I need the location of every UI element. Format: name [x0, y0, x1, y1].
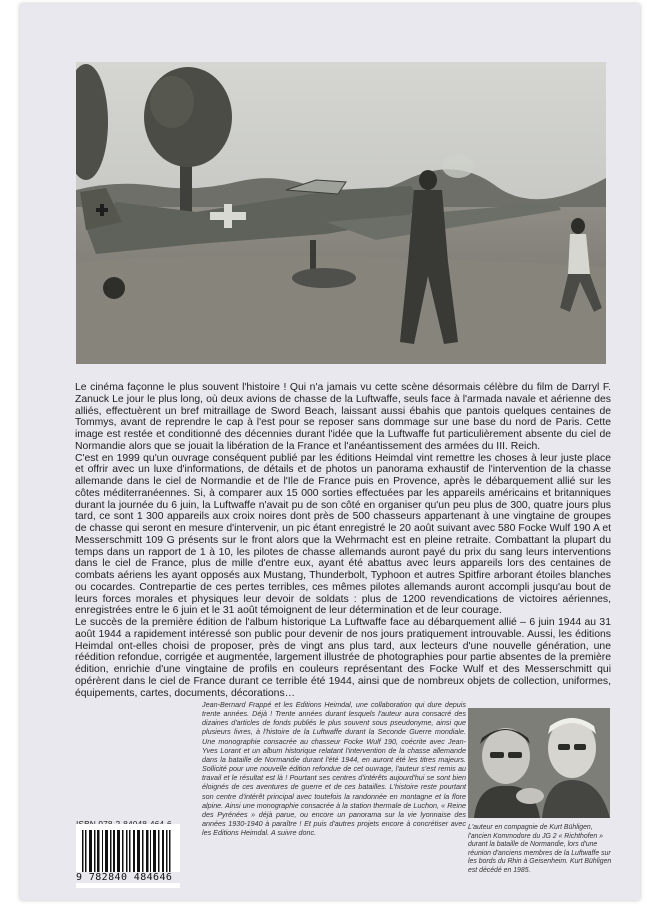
photo-caption: L'auteur en compagnie de Kurt Bühligen, l'ancien Kommodore du JG 2 « Richthofen » durant la bataille de Normandie, lors d'une réunion d'anciens membres de la Luftwaffe sur les bords du Rhin à Geisenheim. Kurt Bühligen est décédé en 1985. [468, 824, 612, 874]
messerschmitt-photo [76, 62, 606, 364]
author-bio: Jean-Bernard Frappé et les Editions Heimdal, une collaboration qui dure depuis trente années. Déjà ! Trente années durant lesquels l'auteur aura consacré des dizaines d'articles de fonds publiés le plus souvent sous pseudonyme, ainsi que plusieurs livres, à l'histoire de la Luftwaffe durant la Seconde Guerre mondiale. Une monographie consacrée au chasseur Focke Wulf 190, coécrite avec Jean-Yves Lorant et un album historique relatant l'intervention de la chasse allemande dans la bataille de Normandie durant l'été 1944, en auront été les titres majeurs. Sollicité pour une nouvelle édition refondue de cet ouvrage, l'auteur s'est remis au travail et le résultat est là ! Pourtant ses centres d'intérêts aujourd'hui se sont bien éloignés de ces aventures de guerre et de ces batailles. L'histoire reste pourtant son centre d'intérêt principal avec toutefois la randonnée en montagne et la flore alpine. Ainsi une monographie consacrée à la station thermale de Luchon, « Reine des Pyrénées » déjà parue, ou encore un panorama sur la vie lyonnaise des années 1930-1940 à paraître ! Et puis d'autres projets encore à concrétiser avec les Editions Heimdal. A suivre donc. [202, 700, 466, 838]
barcode-number: 9 782840 484646 [76, 872, 184, 883]
paragraph-history: C'est en 1999 qu'un ouvrage conséquent publié par les éditions Heimdal vint remettre les choses à leur juste place et offrir avec un luxe d'informations, de détails et de photos un panorama exhaustif de l'intervention de la chasse allemande dans le ciel de Normandie et de l'Ile de France puis en Provence, après le débarquement allié sur les côtes méditerranéennes. Si, à comparer aux 15 000 sorties effectuées par les appareils américains et britanniques durant la journée du 6 juin, la Luftwaffe n'avait pu de son côté en organiser qu'un peu plus de 300, quatre jours plus tard, ce sont 1 300 appareils aux croix noires dont près de 500 chasseurs appartenant à une vingtaine de groupes de chasse qui seront en mesure d'intervenir, un pic étant enregistré le 20 août suivant avec 580 Focke Wulf 190 A et Messerschmitt 109 G présents sur le front alors que la Wehrmacht est en pleine retraite. Combattant la plupart du temps dans un rapport de 1 à 10, les pilotes de chasse allemands auront payé du prix du sang leurs interventions dans le ciel de France, plus de mille d'entre eux, ayant été abattus avec leurs appareils lors des centaines de combats aériens les ayant opposés aux Mustang, Thunderbolt, Typhoon et autres Spitfire arborant étoiles blanches ou cocardes. Contrepartie de ces pertes terribles, ces mêmes pilotes allemands auront accompli jusqu'au bout de leurs forces morales et physiques leur devoir de soldats : plus de 1200 revendications de victoires aériennes, enregistrées entre le 6 juin et le 31 août témoignent de leur détermination et de leur courage. [75, 452, 611, 617]
main-body-text [75, 382, 611, 699]
back-cover [20, 4, 640, 900]
author-photo [468, 708, 610, 818]
paragraph-intro: Le cinéma façonne le plus souvent l'histoire ! Qui n'a jamais vu cette scène désormais célèbre du film de Darryl F. Zanuck Le jour le plus long, où deux avions de chasse de la Luftwaffe, seuls face à l'armada navale et aérienne des alliés, effectuèrent un bref mitraillage de Sword Beach, laissant aussi ébahis que pantois quelques centaines de Tommys, avant de reprendre le cap à l'est pour se reposer sans dommage sur une base du nord de Paris. Cette image est restée et conditionné des décennies durant l'idée que la Luftwaffe fut particulièrement absente du ciel de Normandie alors que se jouait la libération de la France et l'anéantissement des armées du III. Reich. [75, 382, 611, 452]
paragraph-new-edition: Le succès de la première édition de l'album historique La Luftwaffe face au débarquement allié – 6 juin 1944 au 31 août 1944 a rapidement intéressé son public pour devenir de nos jours pratiquement introuvable. Aussi, les éditions Heimdal ont-elles choisi de proposer, près de vingt ans plus tard, aux lecteurs d'une nouvelle génération, une réédition refondue, corrigée et augmentée, largement illustrée de photographies pour partie absentes de la première édition, enrichie d'une vingtaine de profils en couleurs représentant des Focke Wulf et des Messerschmitt qui opérèrent dans le ciel de France durant ce terrible été 1944, ainsi que de nombreux objets de collection, uniformes, équipements, cartes, documents, décorations… [75, 617, 611, 699]
